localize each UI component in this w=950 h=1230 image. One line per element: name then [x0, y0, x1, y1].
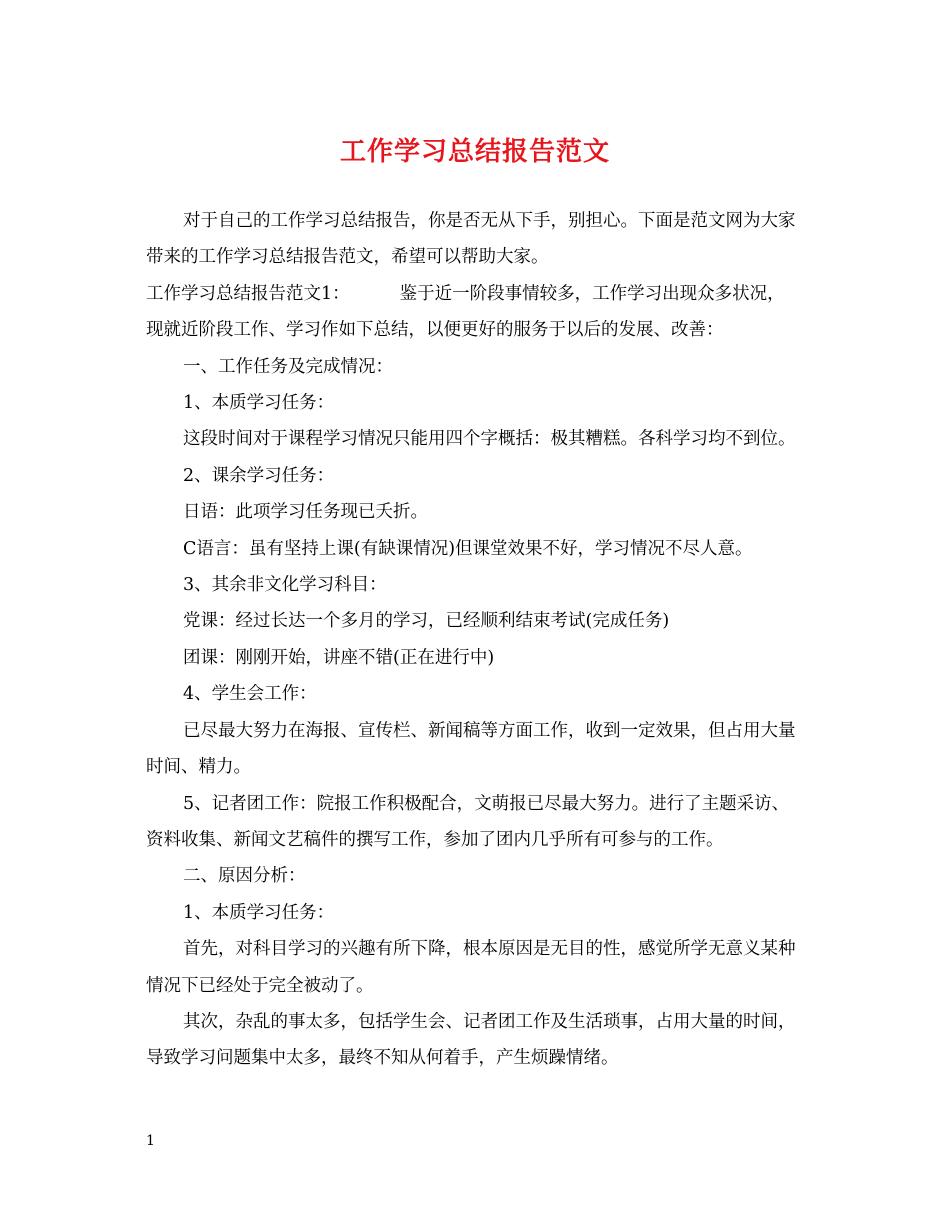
sample-label: 工作学习总结报告范文1： [146, 283, 350, 304]
subsection-heading: 2、课余学习任务： [183, 465, 335, 486]
paragraph: 党课：经过长达一个多月的学习，已经顺利结束考试(完成任务) [183, 611, 670, 632]
paragraph: 这段时间对于课程学习情况只能用四个字概括：极其糟糕。各科学习均不到位。 [183, 429, 796, 450]
paragraph: C语言：虽有坚持上课(有缺课情况)但课堂效果不好，学习情况不尽人意。 [183, 538, 753, 559]
subsection-heading: 4、学生会工作： [183, 684, 317, 705]
paragraph-intro: 对于自己的工作学习总结报告，你是否无从下手，别担心。下面是范文网为大家带来的工作学习总结报告范文，希望可以帮助大家。 [146, 211, 796, 268]
document-body [146, 203, 802, 1077]
document-title: 工作学习总结报告范文 [339, 137, 610, 167]
page-number: 1 [146, 1133, 155, 1149]
subsection-heading: 3、其余非文化学习科目： [183, 575, 387, 596]
paragraph: 日语：此项学习任务现已夭折。 [183, 502, 428, 523]
paragraph: 首先，对科目学习的兴趣有所下降，根本原因是无目的性，感觉所学无意义某种情况下已经处于完全被动了。 [146, 939, 796, 996]
sample-text: 鉴于近一阶段事情较多，工作学习出现众多状况，现就近阶段工作、学习作如下总结，以便更好的服务于以后的发展、改善： [146, 283, 785, 341]
paragraph-sample-1 [146, 276, 802, 349]
paragraph: 已尽最大努力在海报、宣传栏、新闻稿等方面工作，收到一定效果，但占用大量时间、精力。 [146, 720, 796, 778]
subsection-heading: 1、本质学习任务： [183, 902, 335, 923]
paragraph: 团课：刚刚开始，讲座不错(正在进行中) [183, 647, 495, 668]
subsection-heading: 1、本质学习任务： [183, 393, 335, 414]
section-heading: 一、工作任务及完成情况： [183, 356, 393, 377]
paragraph: 5、记者团工作：院报工作积极配合，文萌报已尽最大努力。进行了主题采访、资料收集、新闻文艺稿件的撰写工作，参加了团内几乎所有可参与的工作。 [146, 793, 790, 850]
paragraph: 其次，杂乱的事太多，包括学生会、记者团工作及生活琐事，占用大量的时间，导致学习问题集中太多，最终不知从何着手，产生烦躁情绪。 [146, 1011, 796, 1069]
section-heading: 二、原因分析： [183, 866, 306, 887]
